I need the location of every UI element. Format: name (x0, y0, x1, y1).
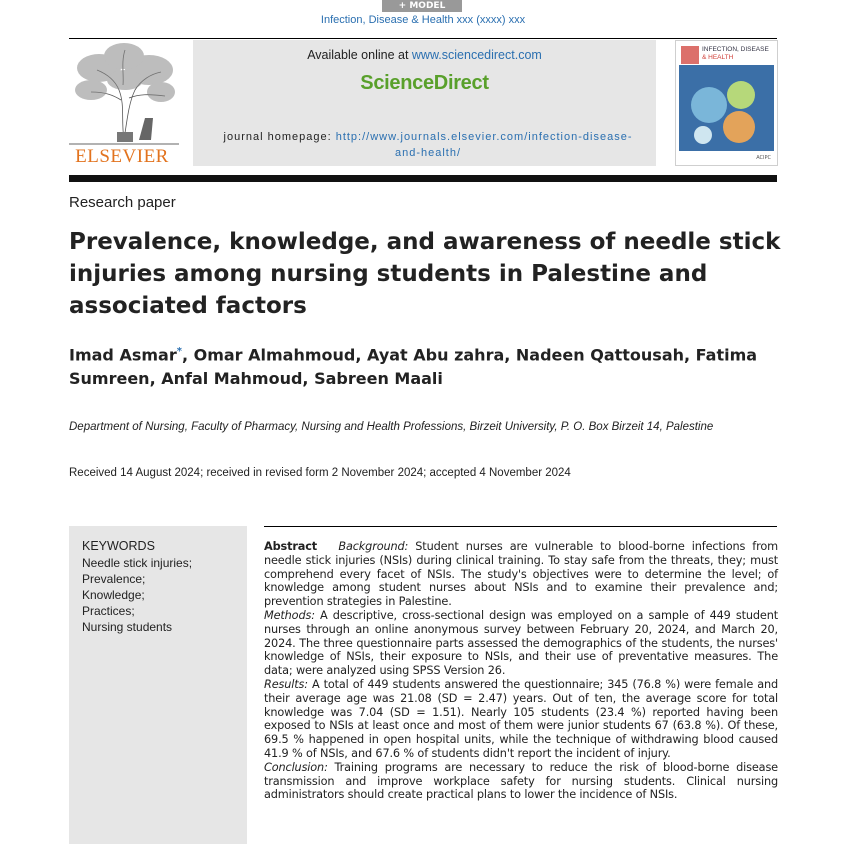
tree-icon (69, 40, 179, 148)
journal-homepage-link[interactable]: http://www.journals.elsevier.com/infection-disease-and-health/ (335, 131, 633, 159)
keywords-list (82, 555, 242, 635)
journal-homepage: journal homepage: http://www.journals.elsevier.com/infection-disease-and-health/ (223, 131, 633, 159)
keyword-item: Nursing students (82, 620, 173, 634)
affiliation: Department of Nursing, Faculty of Pharmacy, Nursing and Health Professions, Birzeit University, P. O. Box Birzeit 14, Palestine (69, 421, 714, 433)
author-name[interactable]: Imad Asmar (69, 345, 177, 365)
cover-image (679, 65, 774, 151)
journal-citation-link[interactable]: Infection, Disease & Health xxx (xxxx) xxx (320, 14, 526, 26)
abstract-conclusion: Conclusion: Training programs are necessary to reduce the risk of blood-borne disease transmission and improve workplace safety for nursing students. Clinical nursing administrators should create practical plans to lower the incidence of NSIs. (264, 760, 778, 802)
author-list (69, 340, 789, 391)
keyword-item: Practices; (82, 604, 135, 618)
sciencedirect-logo[interactable]: ScienceDirect (360, 72, 489, 94)
article-type: Research paper (69, 194, 176, 211)
cover-footer: ACIPC (756, 155, 771, 161)
received-dates: Received 14 August 2024; received in revised form 2 November 2024; accepted 4 November 2024 (69, 467, 571, 479)
keyword-item: Prevalence; (82, 572, 146, 586)
model-tag: + MODEL (382, 0, 462, 12)
abstract-top-rule (264, 526, 777, 527)
cover-title: INFECTION, DISEASE & HEALTH (702, 46, 769, 61)
keywords-heading: KEYWORDS (82, 539, 155, 553)
top-divider (69, 38, 777, 39)
abstract-methods: Methods: A descriptive, cross-sectional design was employed on a sample of 449 student nurses through an online anonymous survey between February 20, 2024, and March 20, 2024. The three questionnaire parts assessed the demographics of the students, the nurses' knowledge of NSIs, their exposure to NSIs, and their use of preventative measures. The data; were analyzed using SPSS Version 26. (264, 608, 778, 678)
keyword-item: Needle stick injuries; (82, 556, 193, 570)
abstract-background: Abstract Background: Student nurses are vulnerable to blood-borne infections from needle stick injuries (NSIs) during clinical training. To stay safe from the threats, they; must comprehend every facet of NSIs. The study's objectives were to determine the level; of knowledge among student nurses about NSIs and to examine their prevalence and; prevention strategies in Palestine. (264, 540, 778, 609)
keyword-item: Knowledge; (82, 588, 145, 602)
author-names-rest: , Omar Almahmoud, Ayat Abu zahra, Nadeen Qattousah, Fatima Sumreen, Anfal Mahmoud, Sabreen Maali (69, 345, 758, 389)
corresponding-author-marker[interactable]: * (176, 346, 182, 357)
journal-logo-icon (679, 44, 701, 66)
available-online-text: Available online at www.sciencedirect.com (307, 48, 542, 62)
article-title: Prevalence, knowledge, and awareness of needle stick injuries among nursing students in Palestine and associated factors (69, 229, 781, 319)
elsevier-wordmark: ELSEVIER (75, 146, 169, 167)
journal-cover-thumbnail[interactable] (675, 40, 778, 166)
abstract-label: Abstract (264, 540, 318, 553)
abstract (264, 540, 778, 802)
header-thick-rule (69, 175, 777, 182)
abstract-results: Results: A total of 449 students answered the questionnaire; 345 (76.8 %) were female and their average age was 21.08 (SD = 2.47) years. Out of ten, the average score for total knowledge was 7.04 (SD = 1.51). Nearly 105 students (23.4 %) reported having been exposed to NSIs at least once and most of them were junior students 67 (63.8 %). Of these, 69.5 % happened in open hospital units, while the technique of withdrawing blood caused 41.9 % of NSIs, and 67.6 % of students didn't report the incident of injury. (264, 677, 779, 760)
sciencedirect-link[interactable]: www.sciencedirect.com (411, 48, 542, 62)
